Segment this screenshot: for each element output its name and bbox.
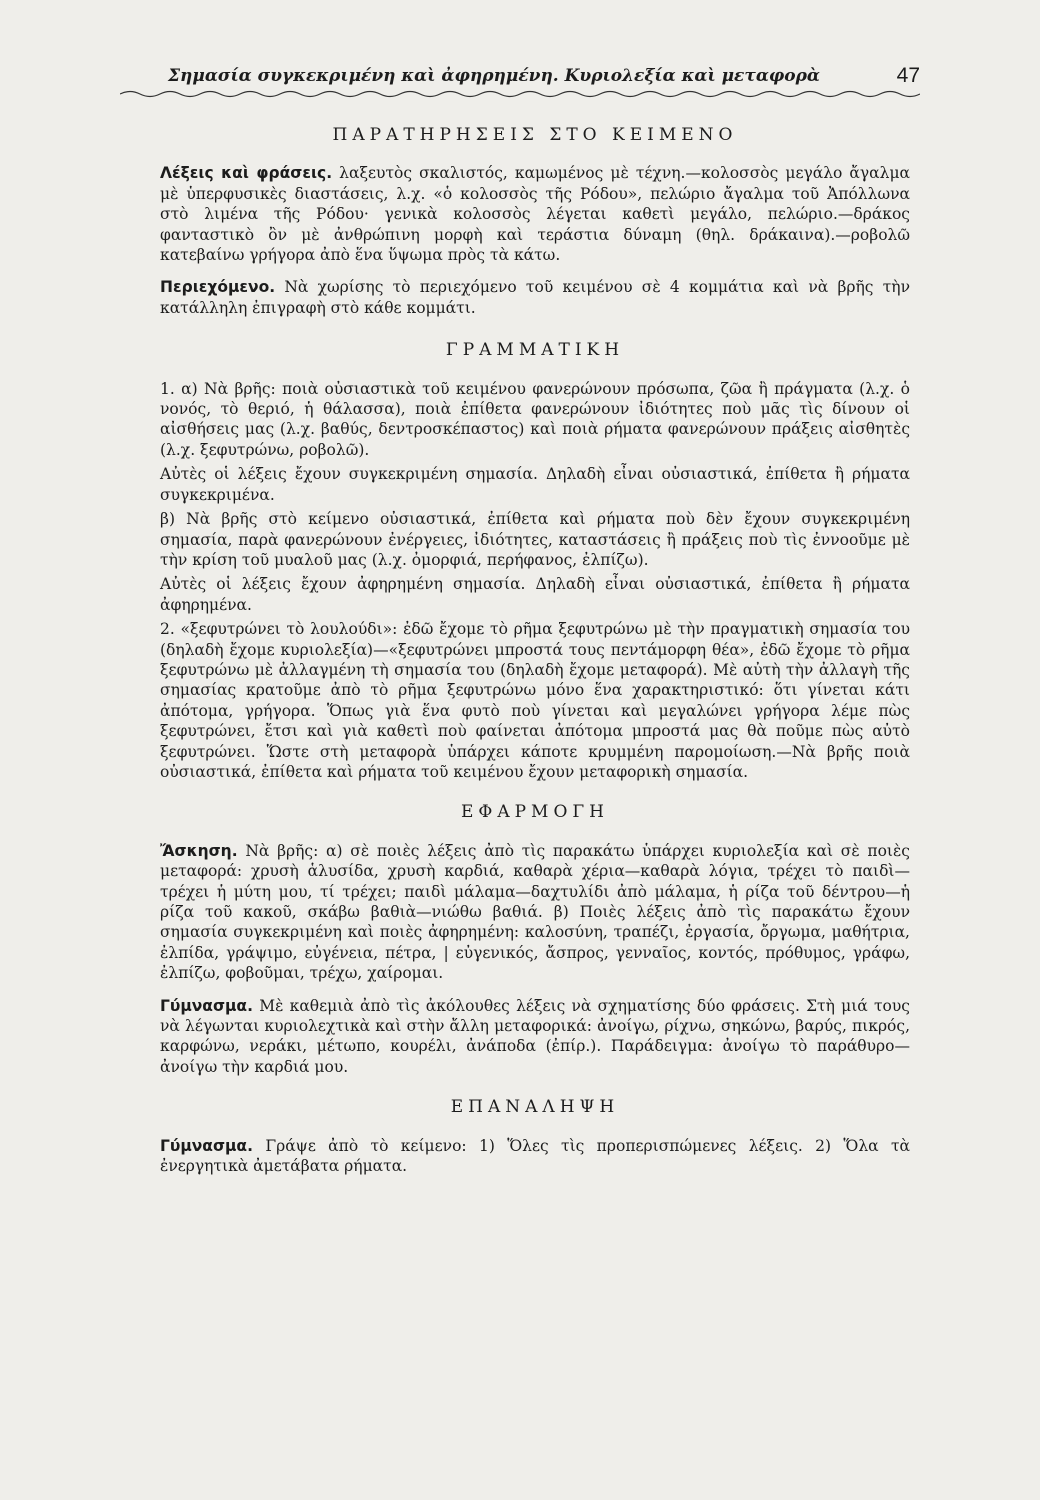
words-and-phrases	[160, 163, 910, 265]
section-heading-review: ΕΠΑΝΑΛΗΨΗ	[450, 1097, 620, 1118]
exercise-text: Νὰ βρῆς: α) σὲ ποιὲς λέξεις ἀπὸ τὶς παρακάτω ὑπάρχει κυριολεξία καὶ σὲ ποιὲς μεταφορά: χρυσὴ ἁλυσίδα, χρυσὴ καρδιά, καθαρὰ χέρια—καθαρὰ λόγια, τρέχει τὸ παιδὶ—τρέχει ἡ μύτη μου, τί τρέχει; παιδὶ μάλαμα—δαχτυλίδι ἀπὸ μάλαμα, ἡ ρίζα τοῦ δέντρου—ἡ ρίζα τοῦ κακοῦ, σκάβω βαθιὰ—νιώθω βαθιά. β) Ποιὲς λέξεις ἀπὸ τὶς παρακάτω ἔχουν σημασία συγκεκριμένη καὶ ποιὲς ἀφηρημένη: καλοσύνη, τραπέζι, ἐργασία, ὄργωμα, μαθήτρια, ἐλπίδα, γράψιμο, εὐγένεια, πέτρα, | εὐγενικός, ἄσπρος, γενναῖος, κοντός, πρόθυμος, γράφω, ἐλπίζω, φοβοῦμαι, τρέχω, χαίρομαι.	[160, 841, 910, 983]
grammar-paragraph-3: β) Νὰ βρῆς στὸ κείμενο οὐσιαστικά, ἐπίθετα καὶ ρήματα ποὺ δὲν ἔχουν συγκεκριμένη σημασία, παρὰ φανερώνουν ἐνέργειες, ἰδιότητες, καταστάσεις ἢ πράξεις ποὺ τὶς ἐννοοῦμε μὲ τὴν κρίση τοῦ μυαλοῦ μας (λ.χ. ὀμορφιά, περήφανος, ἐλπίζω).	[160, 510, 910, 569]
section-heading-observations: ΠΑΡΑΤΗΡΗΣΕΙΣ ΣΤΟ ΚΕΙΜΕΝΟ	[332, 125, 738, 145]
grammar-paragraph-5: 2. «ξεφυτρώνει τὸ λουλούδι»: ἐδῶ ἔχομε τὸ ρῆμα ξεφυτρώνω μὲ τὴν πραγματικὴ σημασία του (δηλαδὴ ἔχομε κυριολεξία)—«ξεφυτρώνει μπροστά τους πεντάμορφη θέα», ἐδῶ ἔχομε τὸ ρῆμα ξεφυτρώνω μὲ ἀλλαγμένη τὴ σημασία του (δηλαδὴ ἔχομε μεταφορά). Μὲ αὐτὴ τὴν ἀλλαγὴ τῆς σημασίας κρατοῦμε ἀπὸ τὸ ρῆμα ξεφυτρώνω μόνο ἕνα χαρακτηριστικό: ὅτι γίνεται κάτι ἀπότομα, γρήγορα. Ὅπως γιὰ ἕνα φυτὸ ποὺ γίνεται καὶ μεγαλώνει γρήγορα λέμε πὼς ξεφυτρώνει, ἔτσι καὶ γιὰ καθετὶ ποὺ φαίνεται ἀπότομα μπροστά μας θὰ ποῦμε πὼς αὐτὸ ξεφυτρώνει. Ὥστε στὴ μεταφορὰ ὑπάρχει κάποτε κρυμμένη παρομοίωση.—Νὰ βρῆς ποιὰ οὐσιαστικά, ἐπίθετα καὶ ρήματα τοῦ κειμένου ἔχουν μεταφορικὴ σημασία.	[160, 620, 910, 781]
review-gymnasma-text: Γράψε ἀπὸ τὸ κείμενο: 1) Ὅλες τὶς προπερισπώμενες λέξεις. 2) Ὅλα τὰ ἐνεργητικὰ ἀμετάβατα ρήματα.	[160, 1136, 910, 1176]
running-head-title: Σημασία συγκεκριμένη καὶ ἀφηρημένη. Κυριολεξία καὶ μεταφορὰ	[168, 66, 821, 86]
application-gymnasma	[160, 996, 910, 1078]
words-lead: Λέξεις καὶ φράσεις.	[160, 164, 333, 183]
grammar-paragraph-2: Αὐτὲς οἱ λέξεις ἔχουν συγκεκριμένη σημασία. Δηλαδὴ εἶναι οὐσιαστικά, ἐπίθετα ἢ ρήματα συγκεκριμένα.	[160, 465, 910, 504]
section-heading-grammar: ΓΡΑΜΜΑΤΙΚΗ	[445, 340, 625, 361]
review-gymnasma	[160, 1136, 910, 1177]
grammar-paragraph-4: Αὐτὲς οἱ λέξεις ἔχουν ἀφηρημένη σημασία. Δηλαδὴ εἶναι οὐσιαστικά, ἐπίθετα ἢ ρήματα ἀφηρημένα.	[160, 575, 910, 614]
content-instructions	[160, 277, 910, 318]
exercise-paragraph	[160, 841, 910, 984]
application-gymnasma-lead: Γύμνασμα.	[160, 996, 253, 1015]
content-lead: Περιεχόμενο.	[160, 278, 276, 297]
exercise-lead: Ἄσκηση.	[160, 841, 238, 860]
section-heading-application: ΕΦΑΡΜΟΓΗ	[460, 802, 610, 823]
grammar-paragraph-1: 1. α) Νὰ βρῆς: ποιὰ οὐσιαστικὰ τοῦ κειμένου φανερώνουν πρόσωπα, ζῶα ἢ πράγματα (λ.χ. ὁ νονός, τὸ θεριό, ἡ θάλασσα), ποιὰ ἐπίθετα φανερώνουν ἰδιότητες ποὺ μᾶς τὶς δίνουν οἱ αἰσθήσεις μας (λ.χ. βαθύς, δεντροσκέπαστος) καὶ ποιὰ ρήματα φανερώνουν πράξεις αἰσθητὲς (λ.χ. ξεφυτρώνω, ροβολῶ).	[160, 379, 910, 459]
application-gymnasma-text: Μὲ καθεμιὰ ἀπὸ τὶς ἀκόλουθες λέξεις νὰ σχηματίσης δύο φράσεις. Στὴ μιά τους νὰ λέγωνται κυριολεχτικὰ καὶ στὴν ἄλλη μεταφορικά: ἀνοίγω, ρίχνω, σηκώνω, βαρύς, πικρός, καρφώνω, νεράκι, μέτωπο, κουρέλι, ἀνάποδα (ἐπίρ.). Παράδειγμα: ἀνοίγω τὸ παράθυρο—ἀνοίγω τὴν καρδιά μου.	[160, 996, 910, 1076]
page-number: 47	[896, 64, 920, 87]
page-body	[160, 125, 910, 1188]
running-head-wavy-rule	[120, 88, 920, 100]
content-text: Νὰ χωρίσης τὸ περιεχόμενο τοῦ κειμένου σὲ 4 κομμάτια καὶ νὰ βρῆς τὴν κατάλληλη ἐπιγραφὴ στὸ κάθε κομμάτι.	[160, 278, 910, 317]
words-text: λαξευτὸς σκαλιστός, καμωμένος μὲ τέχνη.—κολοσσὸς μεγάλο ἄγαλμα μὲ ὑπερφυσικὲς διαστάσεις, λ.χ. «ὁ κολοσσὸς τῆς Ρόδου», πελώριο ἄγαλμα τοῦ Ἀπόλλωνα στὸ λιμένα τῆς Ρόδου· γενικὰ κολοσσὸς λέγεται καθετὶ μεγάλο, πελώριο.—δράκος φανταστικὸ ὂν μὲ ἀνθρώπινη μορφὴ καὶ τεράστια δύναμη (θηλ. δράκαινα).—ροβολῶ κατεβαίνω γρήγορα ἀπὸ ἕνα ὕψωμα πρὸς τὰ κάτω.	[160, 164, 910, 265]
review-gymnasma-lead: Γύμνασμα.	[160, 1136, 253, 1155]
